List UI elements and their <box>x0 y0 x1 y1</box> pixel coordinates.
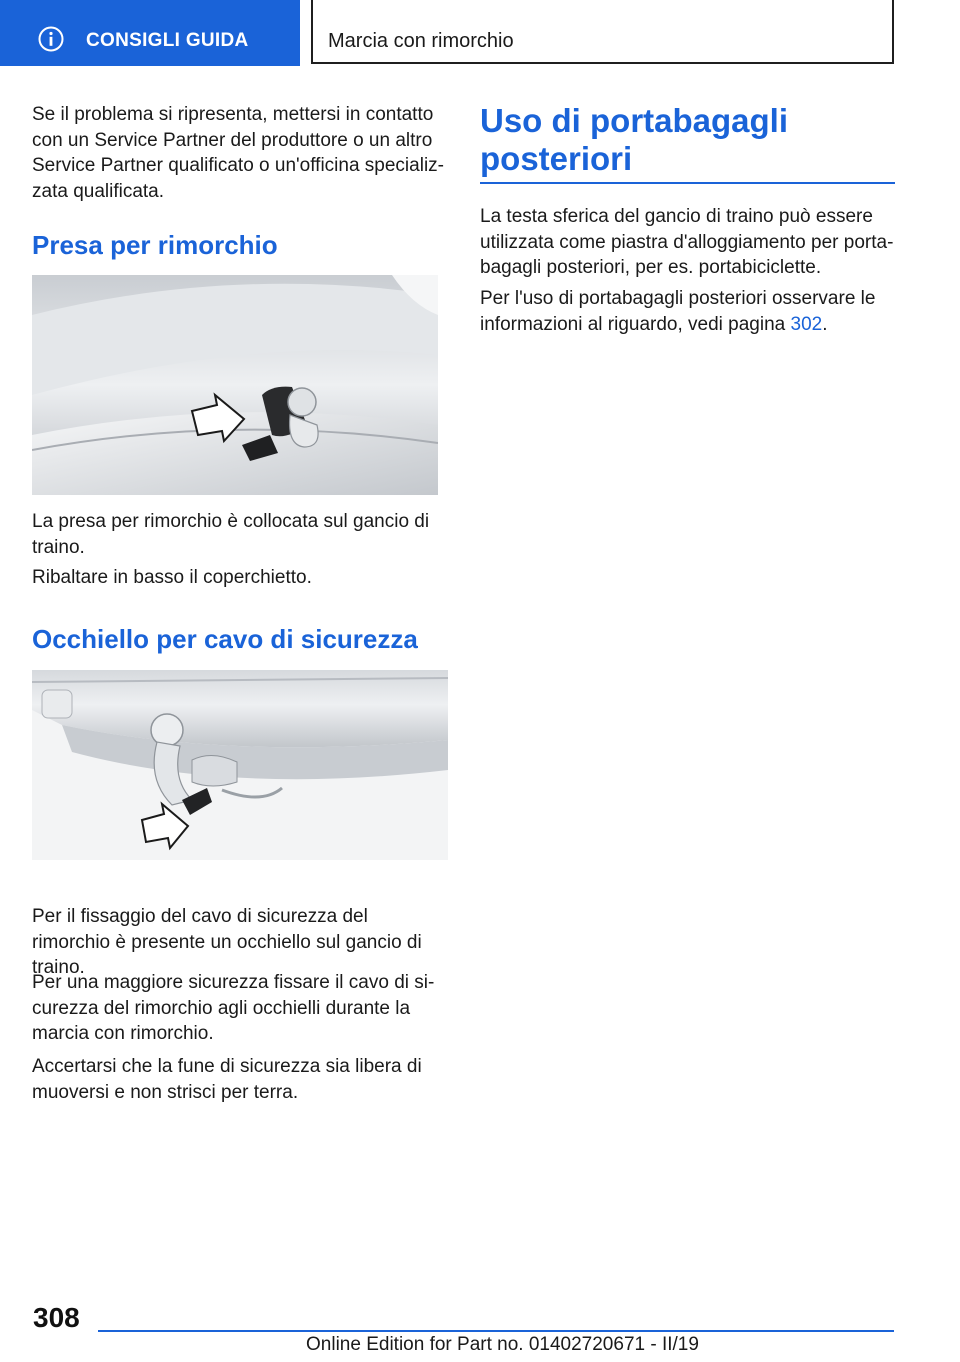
portabagagli-paragraph-1: La testa sferica del gancio di traino può essere utilizzata come piastra d'alloggiamento per portabagagli posteriori, per es. portabiciclette. <box>480 206 894 278</box>
header-bar <box>0 0 960 66</box>
info-icon <box>38 26 64 52</box>
presa-paragraph-1: La presa per rimorchio è collocata sul gancio di traino. <box>32 511 430 558</box>
intro-paragraph: Se il problema si ripresenta, mettersi in contatto con un Service Partner del produttore o un altro Service Partner qualificato o un'officina specializzata qualificata. <box>32 104 444 202</box>
chapter-tab[interactable] <box>311 0 894 64</box>
presa-paragraph-2: Ribaltare in basso il coperchietto. <box>32 567 312 588</box>
trailer-socket-illustration <box>32 275 438 495</box>
occhiello-paragraph-2: Per una maggiore sicurezza fissare il cavo di sicurezza del rimorchio agli occhielli durante la marcia con rimorchio. <box>32 972 435 1044</box>
page-link-302[interactable]: 302 <box>790 313 823 335</box>
edition-text: Online Edition for Part no. 01402720671 - II/19 <box>306 1334 699 1355</box>
heading-presa-rimorchio: Presa per rimorchio <box>32 230 278 260</box>
paragraph-text: Per l'uso di portabagagli posteriori osservare le informazioni al riguardo, vedi pagina <box>480 288 876 335</box>
page-number: 308 <box>33 1302 80 1333</box>
paragraph-end: . <box>822 313 828 335</box>
occhiello-paragraph-1: Per il fissaggio del cavo di sicurezza del rimorchio è presente un occhiello sul gancio di traino. <box>32 906 422 978</box>
heading-occhiello-cavo: Occhiello per cavo di sicurezza <box>32 624 418 654</box>
chapter-label: Marcia con rimorchio <box>328 30 514 52</box>
safety-eyelet-illustration <box>32 670 448 860</box>
occhiello-paragraph-3: Accertarsi che la fune di sicurezza sia libera di muoversi e non strisci per terra. <box>32 1056 422 1103</box>
heading-rule <box>480 182 895 184</box>
heading-uso-portabagagli: Uso di portabagagli posteriori <box>480 102 789 177</box>
section-tab[interactable] <box>0 0 300 66</box>
section-label: CONSIGLI GUIDA <box>86 30 249 51</box>
portabagagli-paragraph-2 <box>480 286 895 337</box>
footer-rule <box>98 1330 894 1332</box>
